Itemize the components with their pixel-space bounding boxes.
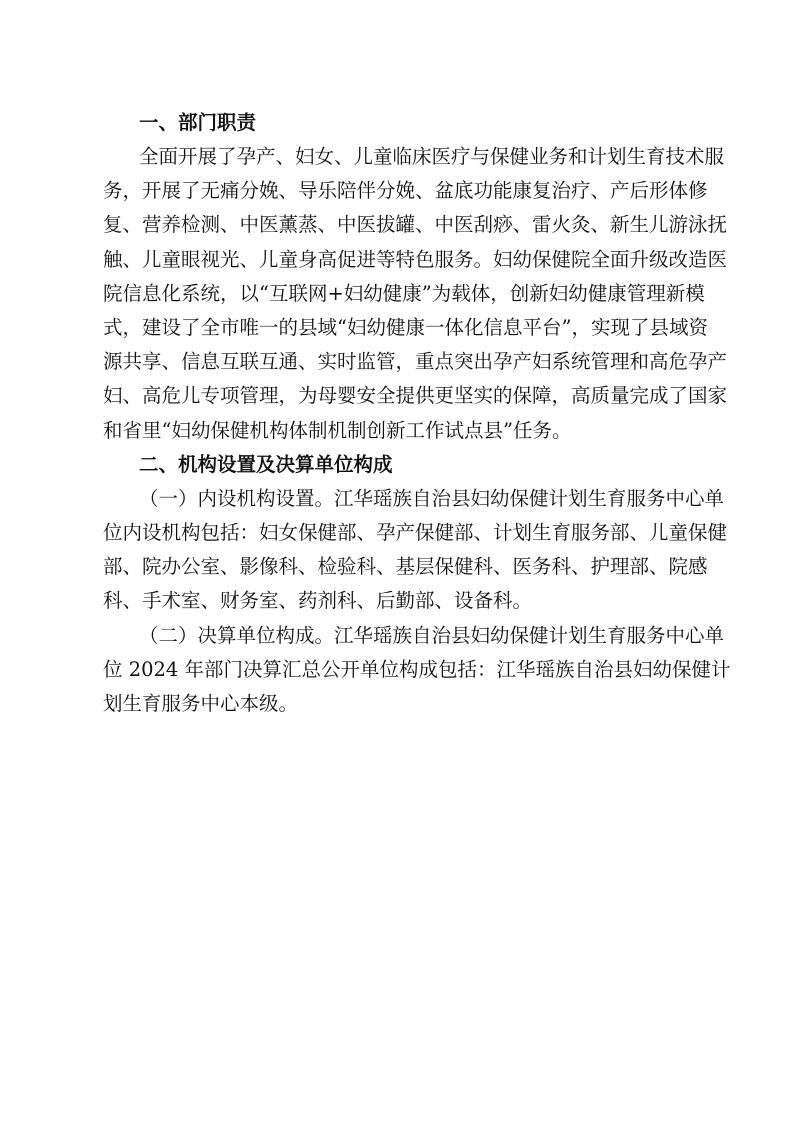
paragraph-internal-departments — [103, 482, 728, 619]
text-line: （二）决算单位构成。江华瑶族自治县妇幼保健计划生育服务中心单 — [139, 623, 725, 647]
section-heading-duties: 一、部门职责 — [139, 111, 257, 134]
text-line: 触、儿童眼视光、儿童身高促进等特色服务。妇幼保健院全面升级改造医 — [103, 247, 728, 271]
section-heading-structure: 二、机构设置及决算单位构成 — [139, 452, 393, 476]
document-body — [103, 106, 731, 721]
text-line: 位内设机构包括：妇女保健部、孕产保健部、计划生育服务部、儿童保健 — [103, 521, 728, 545]
text-line: 划生育服务中心本级。 — [103, 692, 299, 716]
text-line: 式，建设了全市唯一的县域“妇幼健康一体化信息平台”，实现了县域资 — [103, 316, 708, 340]
text-line: 全面开展了孕产、妇女、儿童临床医疗与保健业务和计划生育技术服 — [139, 145, 725, 168]
text-line: 妇、高危儿专项管理，为母婴安全提供更坚实的保障，高质量完成了国家 — [103, 384, 728, 408]
text-line: 科、手术室、财务室、药剂科、后勤部、设备科。 — [103, 589, 533, 613]
text-line: 部、院办公室、影像科、检验科、基层保健科、医务科、护理部、院感 — [103, 555, 708, 579]
text-line: 和省里“妇幼保健机构体制机制创新工作试点县”任务。 — [103, 418, 572, 442]
text-line: 源共享、信息互联互通、实时监管，重点突出孕产妇系统管理和高危孕产 — [103, 350, 728, 374]
text-line: （一）内设机构设置。江华瑶族自治县妇幼保健计划生育服务中心单 — [139, 486, 725, 510]
paragraph-duties — [103, 140, 728, 448]
paragraph-accounting-units — [103, 619, 731, 722]
text-line: 位 2024 年部门决算汇总公开单位构成包括：江华瑶族自治县妇幼保健计 — [103, 657, 731, 681]
text-line: 务，开展了无痛分娩、导乐陪伴分娩、盆底功能康复治疗、产后形体修 — [103, 179, 708, 203]
text-line: 院信息化系统，以“互联网+妇幼健康”为载体，创新妇幼健康管理新模 — [103, 281, 705, 305]
text-line: 复、营养检测、中医薰蒸、中医拔罐、中医刮痧、雷火灸、新生儿游泳抚 — [103, 213, 728, 237]
